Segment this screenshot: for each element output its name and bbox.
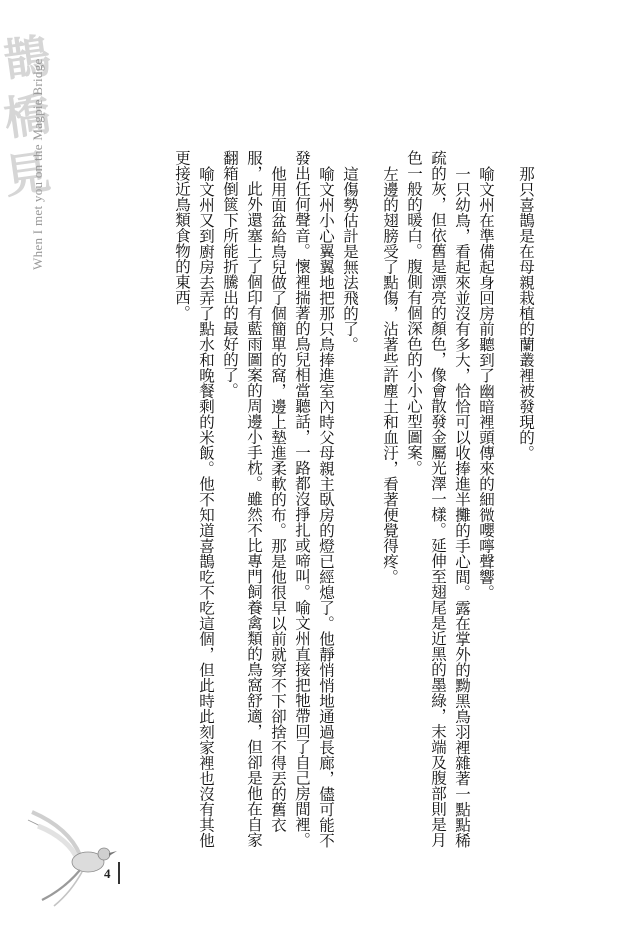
magpie-illustration — [20, 800, 130, 910]
paragraph: 喻文州在準備起身回房前聽到了幽暗裡頭傳來的細微嚶嚀聲響。 — [477, 165, 495, 600]
english-title: When I met you on the Magpie Bridge — [30, 58, 45, 270]
paragraph: 喻文州又到廚房去弄了點水和晚餐剩的米飯。他不知道喜鵲吃不吃這個，但此時此刻家裡也沒有其他更接近鳥類食物的東西。 — [173, 150, 215, 848]
body-text — [84, 150, 554, 850]
paragraph: 一只幼鳥，看起來並沒有多大，恰恰可以收捧進半攤的手心間。露在掌外的黝黑鳥羽裡雜著一點點稀疏的灰，但依舊是漂亮的顏色，像會散發金屬光澤一樣。延伸至翅尾是近黑的墨綠，末端及腹部則是月色一般的暖白。腹側有個深色的小小心型圖案。 — [405, 150, 471, 848]
paragraph: 他用面盆給鳥兒做了個簡單的窩，邊上墊進柔軟的布。那是他很早以前就穿不下卻捨不得丟的舊衣服，此外還塞上了個印有藍雨圖案的周邊小手枕。雖然不比專門飼養禽類的鳥窩舒適，但卻是他在自家翻箱倒篋下所能折騰出的最好的了。 — [221, 150, 287, 848]
paragraph: 喻文州小心翼翼地把那只鳥捧進室內時父母親主臥房的燈已經熄了。他靜悄悄地通過長廊，儘可能不發出任何聲音。懷裡揣著的鳥兒相當聽話，一路都沒掙扎或啼叫。喻文州直接把牠帶回了自己房間裡。 — [293, 150, 335, 848]
title-char: 鵲 — [0, 28, 54, 89]
page-number: 4 — [104, 866, 111, 881]
paragraph: 這傷勢估計是無法飛的了。 — [341, 165, 359, 352]
paragraph: 那只喜鵲是在母親栽植的蘭叢裡被發現的。 — [517, 165, 535, 460]
title-char: 見 — [0, 144, 54, 205]
page-number-divider — [118, 862, 120, 884]
title-char: 橋 — [0, 86, 54, 147]
paragraph: 左邊的翅膀受了點傷，沾著些許塵土和血汙，看著便覺得疼。 — [381, 165, 399, 584]
